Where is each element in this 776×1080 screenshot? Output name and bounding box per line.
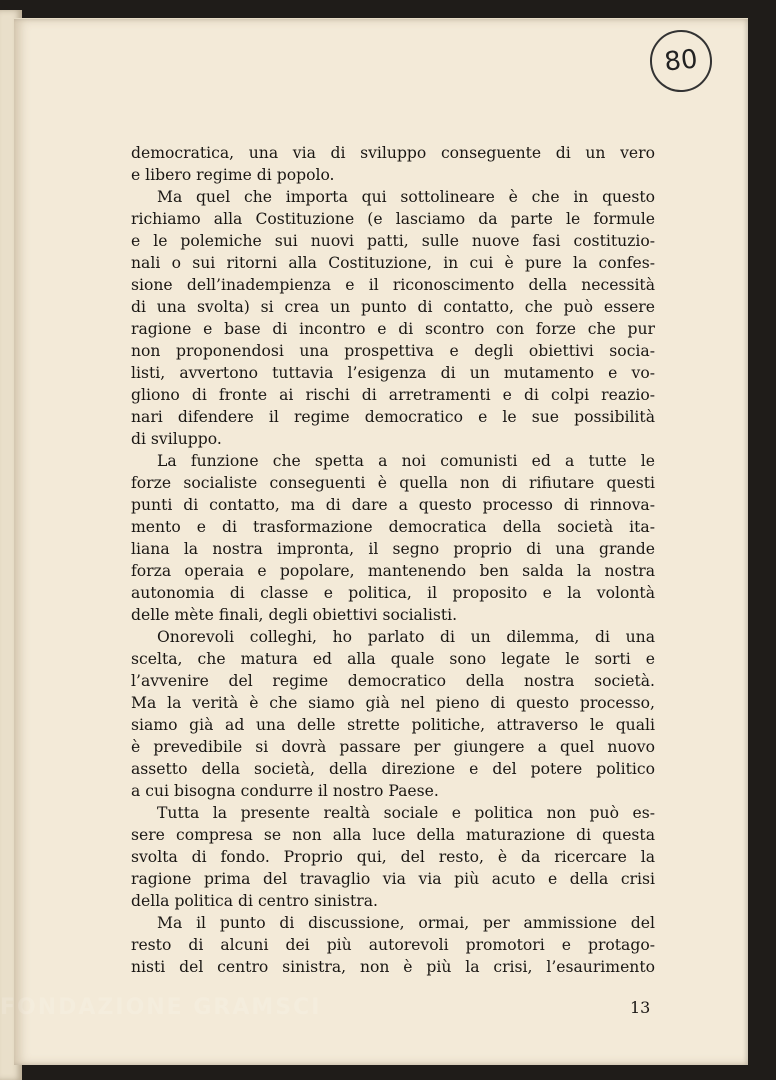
text-line: gliono di fronte ai rischi di arretramenti e di colpi reazio-: [131, 386, 655, 404]
text-line: scelta, che matura ed alla quale sono legate le sorti e: [131, 650, 655, 668]
text-line: mento e di trasformazione democratica della società ita-: [131, 518, 655, 536]
page-number: 13: [630, 998, 651, 1017]
text-line: e le polemiche sui nuovi patti, sulle nuove fasi costituzio-: [131, 232, 655, 250]
text-line: svolta di fondo. Proprio qui, del resto, è da ricercare la: [131, 848, 655, 866]
text-line: è prevedibile si dovrà passare per giungere a quel nuovo: [131, 738, 655, 756]
text-line: l’avvenire del regime democratico della nostra società.: [131, 672, 655, 690]
text-line: della politica di centro sinistra.: [131, 892, 379, 910]
text-line: nali o sui ritorni alla Costituzione, in cui è pure la confes-: [131, 254, 655, 272]
archive-watermark: FONDAZIONE GRAMSCI: [0, 995, 322, 1020]
text-line: assetto della società, della direzione e del potere politico: [131, 760, 655, 778]
text-line: democratica, una via di sviluppo conseguente di un vero: [131, 144, 655, 162]
body-text: [131, 142, 655, 978]
text-line: richiamo alla Costituzione (e lasciamo da parte le formule: [131, 210, 655, 228]
text-line: autonomia di classe e politica, il proposito e la volontà: [131, 584, 655, 602]
text-line: Tutta la presente realtà sociale e politica non può es-: [157, 804, 655, 822]
text-line: e libero regime di popolo.: [131, 166, 335, 184]
text-line: resto di alcuni dei più autorevoli promotori e protago-: [131, 936, 655, 954]
text-line: La funzione che spetta a noi comunisti ed a tutte le: [157, 452, 655, 470]
text-line: di sviluppo.: [131, 430, 222, 448]
text-line: listi, avvertono tuttavia l’esigenza di un mutamento e vo-: [131, 364, 655, 382]
text-line: Ma la verità è che siamo già nel pieno di questo processo,: [131, 694, 655, 712]
text-line: delle mète finali, degli obiettivi socialisti.: [131, 606, 458, 624]
text-line: Ma quel che importa qui sottolineare è che in questo: [157, 188, 655, 206]
text-line: siamo già ad una delle strette politiche, attraverso le quali: [131, 716, 655, 734]
text-line: punti di contatto, ma di dare a questo processo di rinnova-: [131, 496, 655, 514]
text-line: sione dell’inadempienza e il riconoscimento della necessità: [131, 276, 655, 294]
text-line: forze socialiste conseguenti è quella non di rifiutare questi: [131, 474, 655, 492]
text-line: ragione prima del travaglio via via più acuto e della crisi: [131, 870, 655, 888]
text-line: sere compresa se non alla luce della maturazione di questa: [131, 826, 655, 844]
text-line: Ma il punto di discussione, ormai, per ammissione del: [157, 914, 655, 932]
text-line: non proponendosi una prospettiva e degli obiettivi socia-: [131, 342, 655, 360]
archive-number: 80: [662, 44, 700, 78]
text-line: nisti del centro sinistra, non è più la crisi, l’esaurimento: [131, 958, 655, 976]
text-line: ragione e base di incontro e di scontro con forze che pur: [131, 320, 655, 338]
text-line: Onorevoli colleghi, ho parlato di un dilemma, di una: [157, 628, 655, 646]
text-line: forza operaia e popolare, mantenendo ben salda la nostra: [131, 562, 655, 580]
text-line: liana la nostra impronta, il segno proprio di una grande: [131, 540, 655, 558]
text-line: nari difendere il regime democratico e le sue possibilità: [131, 408, 655, 426]
text-line: di una svolta) si crea un punto di contatto, che può essere: [131, 298, 655, 316]
text-line: a cui bisogna condurre il nostro Paese.: [131, 782, 439, 800]
